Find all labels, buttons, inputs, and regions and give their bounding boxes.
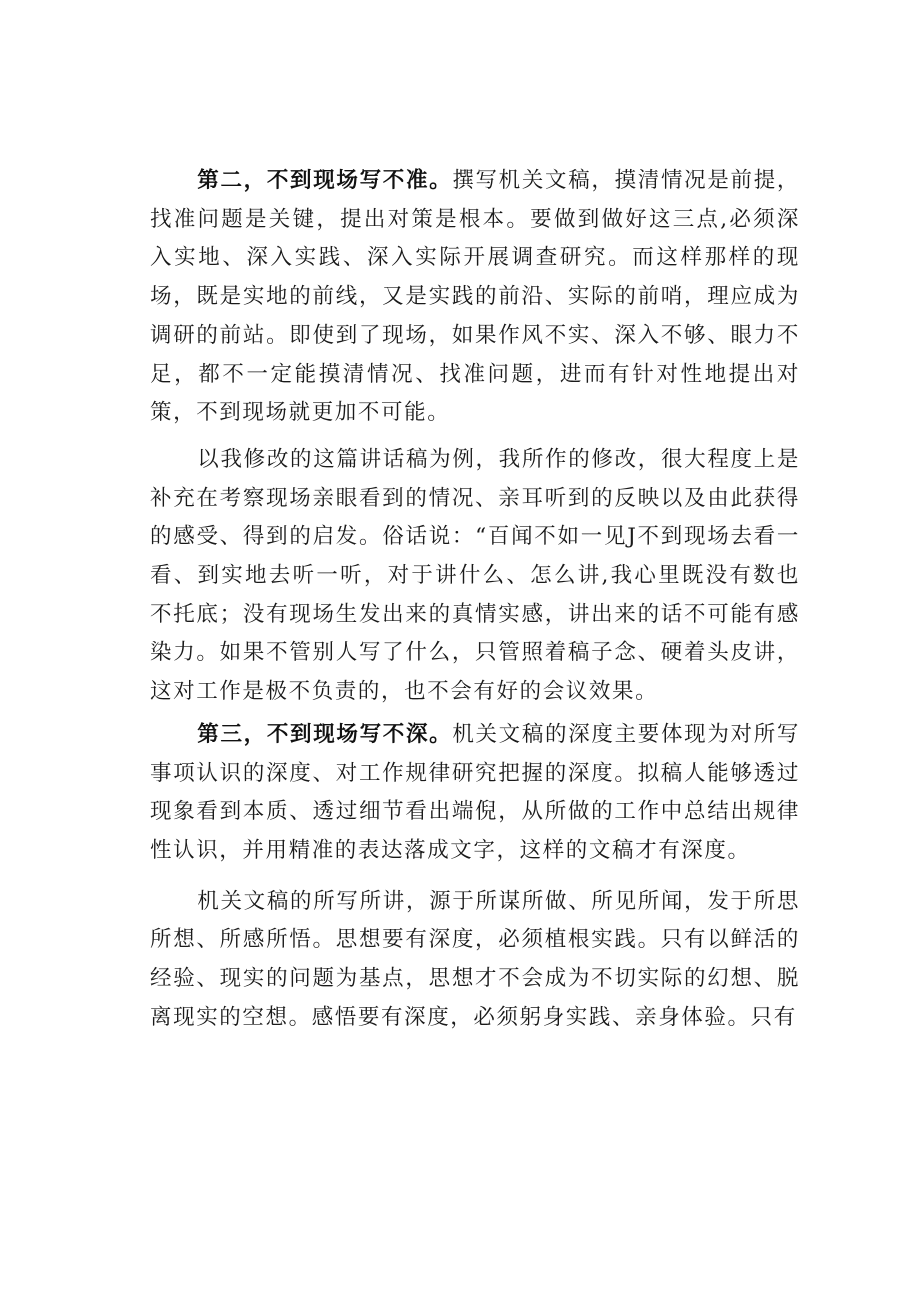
document-body	[150, 162, 800, 1037]
paragraph-second-point	[150, 162, 800, 433]
paragraph-text: 撰写机关文稿，摸清情况是前提，找准问题是关键，提出对策是根本。要做到做好这三点,必须深入实地、深入实践、深入实际开展调查研究。而这样那样的现场，既是实地的前线，又是实践的前沿、实际的前哨，理应成为调研的前站。即使到了现场，如果作风不实、深入不够、眼力不足，都不一定能摸清情况、找准问题，进而有针对性地提出对策，不到现场就更加不可能。	[150, 168, 800, 426]
paragraph-heading: 第二，不到现场写不准。	[197, 168, 453, 193]
paragraph-heading: 第三，不到现场写不深。	[197, 721, 453, 747]
paragraph-example	[150, 441, 800, 712]
paragraph-text: 以我修改的这篇讲话稿为例，我所作的修改，很大程度上是补充在考察现场亲眼看到的情况、亲耳听到的反映以及由此获得的感受、得到的启发。俗话说：“百闻不如一见J不到现场去看一看、到实地去听一听，对于讲什么、怎么讲,我心里既没有数也不托底；没有现场生发出来的真情实感，讲出来的话不可能有感染力。如果不管别人写了什么，只管照着稿子念、硬着头皮讲，这对工作是极不负责的，也不会有好的会议效果。	[150, 446, 800, 705]
paragraph-text: 机关文稿的所写所讲，源于所谋所做、所见所闻，发于所思所想、所感所悟。思想要有深度，必须植根实践。只有以鲜活的经验、现实的问题为基点，思想才不会成为不切实际的幻想、脱离现实的空想。感悟要有深度，必须躬身实践、亲身体验。只有	[150, 888, 800, 1030]
paragraph-depth	[150, 883, 800, 1038]
paragraph-third-point	[150, 716, 800, 871]
paragraph-text: 机关文稿的深度主要体现为对所写事项认识的深度、对工作规律研究把握的深度。拟稿人能够透过现象看到本质、透过细节看出端倪，从所做的工作中总结出规律性认识，并用精准的表达落成文字，这样的文稿才有深度。	[150, 721, 800, 863]
